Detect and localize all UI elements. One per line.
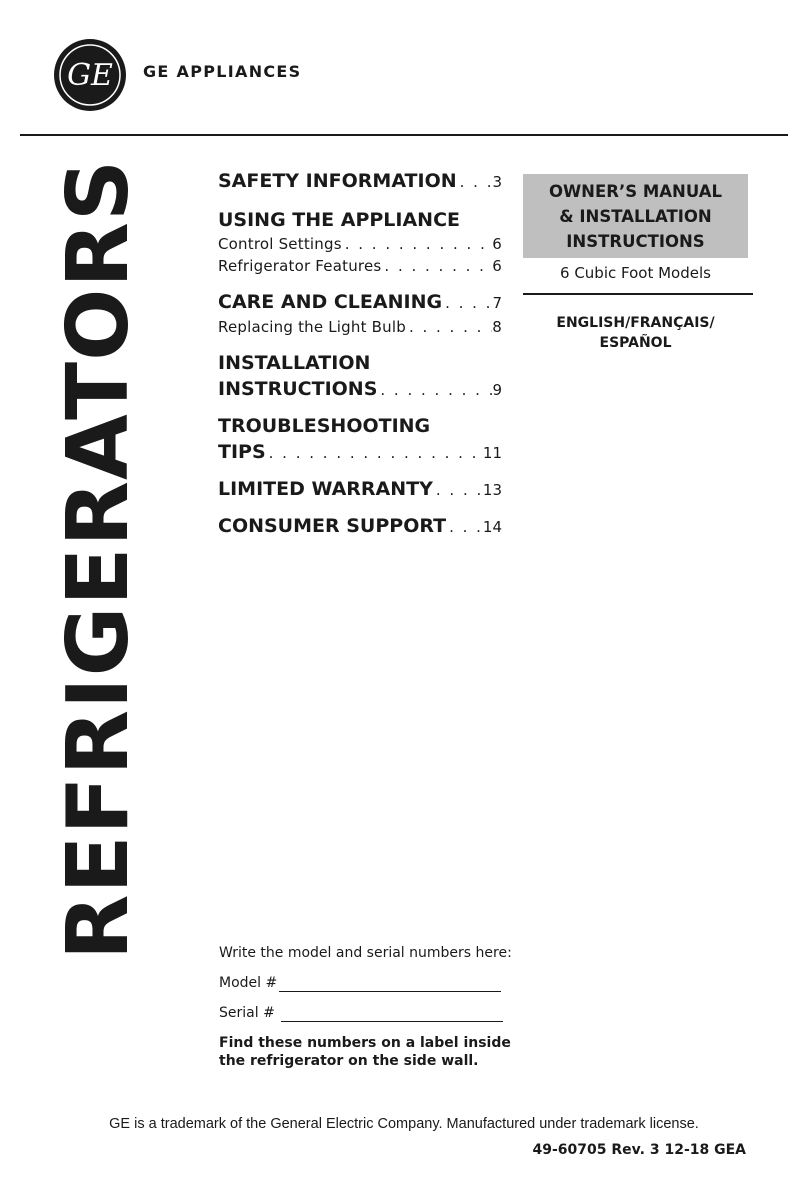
toc-leader: [342, 233, 493, 255]
right-divider: [523, 293, 753, 295]
toc-title: CONSUMER SUPPORT: [218, 515, 447, 537]
toc-title: Replacing the Light Bulb: [218, 318, 406, 336]
toc-page: 13: [482, 481, 502, 499]
languages-line: ENGLISH/FRANÇAIS/: [556, 315, 715, 331]
model-number-field[interactable]: [219, 974, 519, 992]
toc-entry-care[interactable]: [218, 289, 502, 316]
toc-entry-warranty[interactable]: [218, 476, 502, 503]
toc-entry-installation[interactable]: [218, 376, 502, 403]
brand-name: GE APPLIANCES: [143, 62, 302, 81]
toc-page: 14: [482, 518, 502, 536]
table-of-contents: [218, 168, 502, 540]
toc-leader: [381, 255, 492, 277]
toc-title: USING THE APPLIANCE: [218, 209, 461, 231]
toc-entry-safety[interactable]: [218, 168, 502, 195]
toc-entry-using[interactable]: [218, 207, 502, 233]
trademark-notice: GE is a trademark of the General Electric Company. Manufactured under trademark license.: [109, 1116, 699, 1132]
toc-entry-troubleshooting-line1[interactable]: [218, 413, 502, 439]
toc-title: INSTALLATION: [218, 352, 371, 374]
serial-fill-line[interactable]: [281, 1007, 503, 1022]
model-fill-line[interactable]: [279, 977, 501, 992]
toc-page: 3: [492, 173, 502, 191]
serial-label: Serial #: [219, 1005, 275, 1021]
toc-page: 11: [482, 444, 502, 462]
toc-entry-consumer-support[interactable]: [218, 513, 502, 540]
header-divider: [20, 134, 788, 136]
toc-title: INSTRUCTIONS: [218, 378, 378, 400]
ge-logo: [52, 37, 128, 113]
logo-text: GE: [67, 58, 113, 93]
toc-page: 8: [492, 318, 502, 336]
toc-entry-light-bulb[interactable]: [218, 316, 502, 338]
toc-title: LIMITED WARRANTY: [218, 478, 433, 500]
toc-leader: [446, 514, 483, 540]
document-number: 49-60705 Rev. 3 12-18 GEA: [532, 1142, 746, 1158]
toc-leader: [457, 169, 493, 195]
toc-page: 6: [492, 235, 502, 253]
find-numbers-note: Find these numbers on a label inside the refrigerator on the side wall.: [219, 1035, 511, 1069]
toc-leader: [433, 477, 483, 503]
toc-leader: [377, 377, 492, 403]
toc-entry-features[interactable]: [218, 255, 502, 277]
model-label: Model #: [219, 975, 278, 991]
toc-page: 6: [492, 257, 502, 275]
toc-title: SAFETY INFORMATION: [218, 170, 457, 192]
serial-number-field[interactable]: [219, 1004, 519, 1022]
toc-leader: [406, 316, 492, 338]
models-subtitle: 6 Cubic Foot Models: [560, 264, 711, 282]
record-intro: Write the model and serial numbers here:: [219, 945, 512, 961]
record-numbers-block: [219, 944, 519, 1070]
toc-page: 7: [492, 294, 502, 312]
manual-title-line: INSTRUCTIONS: [566, 231, 705, 251]
toc-entry-control-settings[interactable]: [218, 233, 502, 255]
languages: [523, 313, 748, 353]
manual-title-box: [523, 174, 748, 258]
toc-title: Refrigerator Features: [218, 257, 382, 275]
toc-title: TROUBLESHOOTING: [218, 415, 431, 437]
manual-title-line: & INSTALLATION: [559, 206, 712, 226]
toc-title: CARE AND CLEANING: [218, 291, 443, 313]
toc-title: TIPS: [218, 441, 266, 463]
toc-title: Control Settings: [218, 235, 342, 253]
toc-entry-installation-line1[interactable]: [218, 350, 502, 376]
toc-page: 9: [492, 381, 502, 399]
vertical-title: REFRIGERATORS: [49, 158, 148, 960]
toc-entry-troubleshooting[interactable]: [218, 439, 502, 466]
toc-leader: [266, 440, 483, 466]
manual-title-line: OWNER’S MANUAL: [548, 181, 723, 201]
languages-line: ESPAÑOL: [599, 335, 672, 351]
toc-leader: [442, 290, 492, 316]
